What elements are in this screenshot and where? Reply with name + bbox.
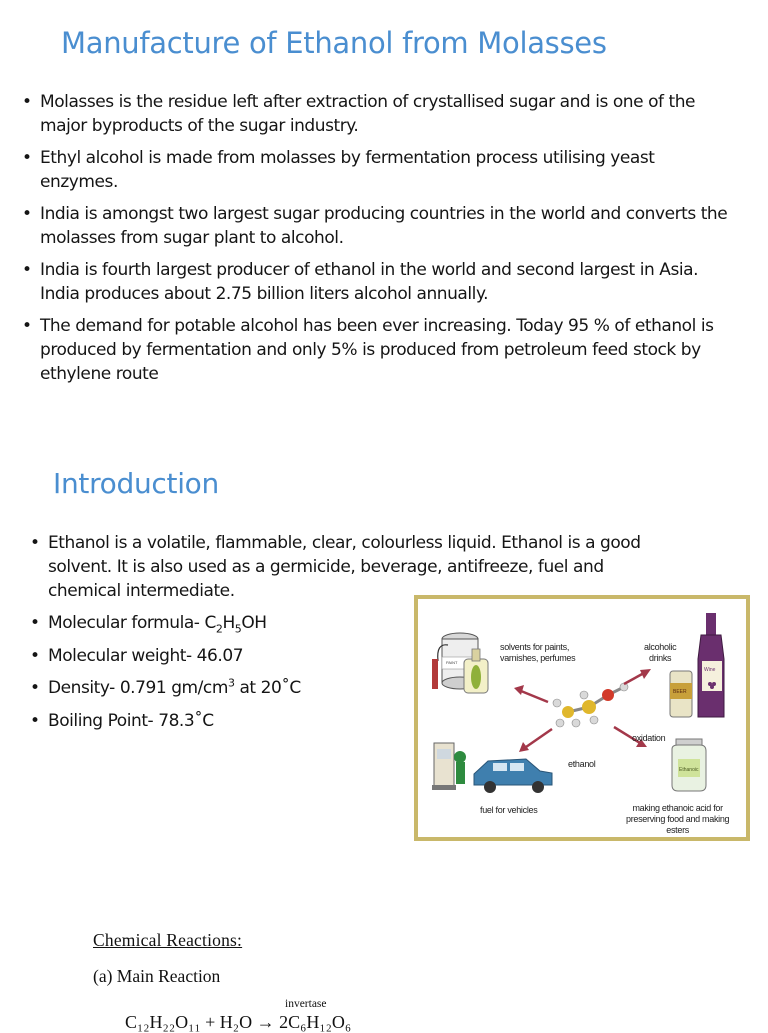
bullet-item: • India is fourth largest producer of ethanol in the world and second largest in Asia. India produces about 2.75 billion liters alcohol annually. <box>22 258 732 306</box>
introduction-heading: Introduction <box>53 467 219 500</box>
drinks-label-line: alcoholic <box>644 642 677 652</box>
paint-can-icon <box>432 633 488 693</box>
formula-part: OH <box>241 613 267 633</box>
formula-subscript: 2 <box>215 622 223 636</box>
formula-label: Molecular formula- <box>48 613 205 633</box>
ethanol-uses-figure <box>414 595 750 841</box>
molecular-formula-item <box>30 611 410 635</box>
density-text: Density- 0.791 gm/cm <box>48 678 228 698</box>
density-item <box>30 676 410 700</box>
oxidation-label: oxidation <box>632 733 666 743</box>
invertase-label: invertase <box>285 998 327 1010</box>
drinks-label <box>644 642 676 664</box>
formula-subscript: 5 <box>234 622 242 636</box>
properties-bullet-list <box>30 611 410 741</box>
solvents-label-line: solvents for paints, <box>500 642 570 652</box>
solvents-label-line: varnishes, perfumes <box>500 653 576 663</box>
figure-canvas <box>418 599 746 837</box>
bullet-item: • Ethanol is a volatile, flammable, clear, colourless liquid. Ethanol is a good solvent. It is also used as a germicide, beverage, antifreeze, fuel and chemical intermediate. <box>30 531 680 603</box>
figure-illustration <box>418 599 746 837</box>
chemical-reactions-heading: Chemical Reactions: <box>93 930 243 950</box>
bullet-item: • Ethyl alcohol is made from molasses by fermentation process utilising yeast enzymes. <box>22 146 732 194</box>
drinks-label-line: drinks <box>649 653 672 663</box>
molecular-weight-item: • Molecular weight- 46.07 <box>30 644 410 668</box>
ethanol-molecule-icon <box>553 683 628 727</box>
slide-title: Manufacture of Ethanol from Molasses <box>61 26 607 60</box>
vinegar-jar-icon <box>672 739 706 791</box>
ethanol-label: ethanol <box>568 759 596 769</box>
ethanoic-acid-label <box>626 803 729 836</box>
bullet-item: • India is amongst two largest sugar producing countries in the world and converts the molasses from sugar plant to alcohol. <box>22 202 732 250</box>
fuel-label: fuel for vehicles <box>480 805 538 815</box>
solvents-label <box>500 642 575 664</box>
reaction-equation: C₁₂H₂₂O₁₁ + H₂O → 2C₆H₁₂O₆ <box>125 1012 352 1032</box>
main-reaction-label: (a) Main Reaction <box>93 966 221 986</box>
bullet-item: • Molasses is the residue left after extraction of crystallised sugar and is one of the major byproducts of the sugar industry. <box>22 90 732 138</box>
molasses-bullet-list <box>22 90 732 394</box>
paint-can-text: PAINT <box>446 660 458 665</box>
density-tail: at 20˚C <box>234 678 301 698</box>
formula-part: C <box>204 613 216 633</box>
wine-bottle-text: Wine <box>704 667 716 673</box>
beer-can-text: BEER <box>673 689 687 695</box>
arrow-icons <box>514 669 651 752</box>
acid-label-line: making ethanoic acid for <box>632 803 723 813</box>
acid-label-line: preserving food and making <box>626 814 730 824</box>
formula-part: H <box>222 613 235 633</box>
bullet-item: • The demand for potable alcohol has been ever increasing. Today 95 % of ethanol is produced by fermentation and only 5% is produced from petroleum feed stock by ethylene route <box>22 314 732 386</box>
car-icon <box>474 759 552 793</box>
vinegar-jar-text: Ethanoic <box>679 767 699 773</box>
fuel-pump-icon <box>432 743 466 790</box>
wine-bottle-icon <box>698 613 724 717</box>
density-superscript: 3 <box>227 676 235 690</box>
acid-label-line: esters <box>666 825 689 835</box>
boiling-point-item: • Boiling Point- 78.3˚C <box>30 709 410 733</box>
